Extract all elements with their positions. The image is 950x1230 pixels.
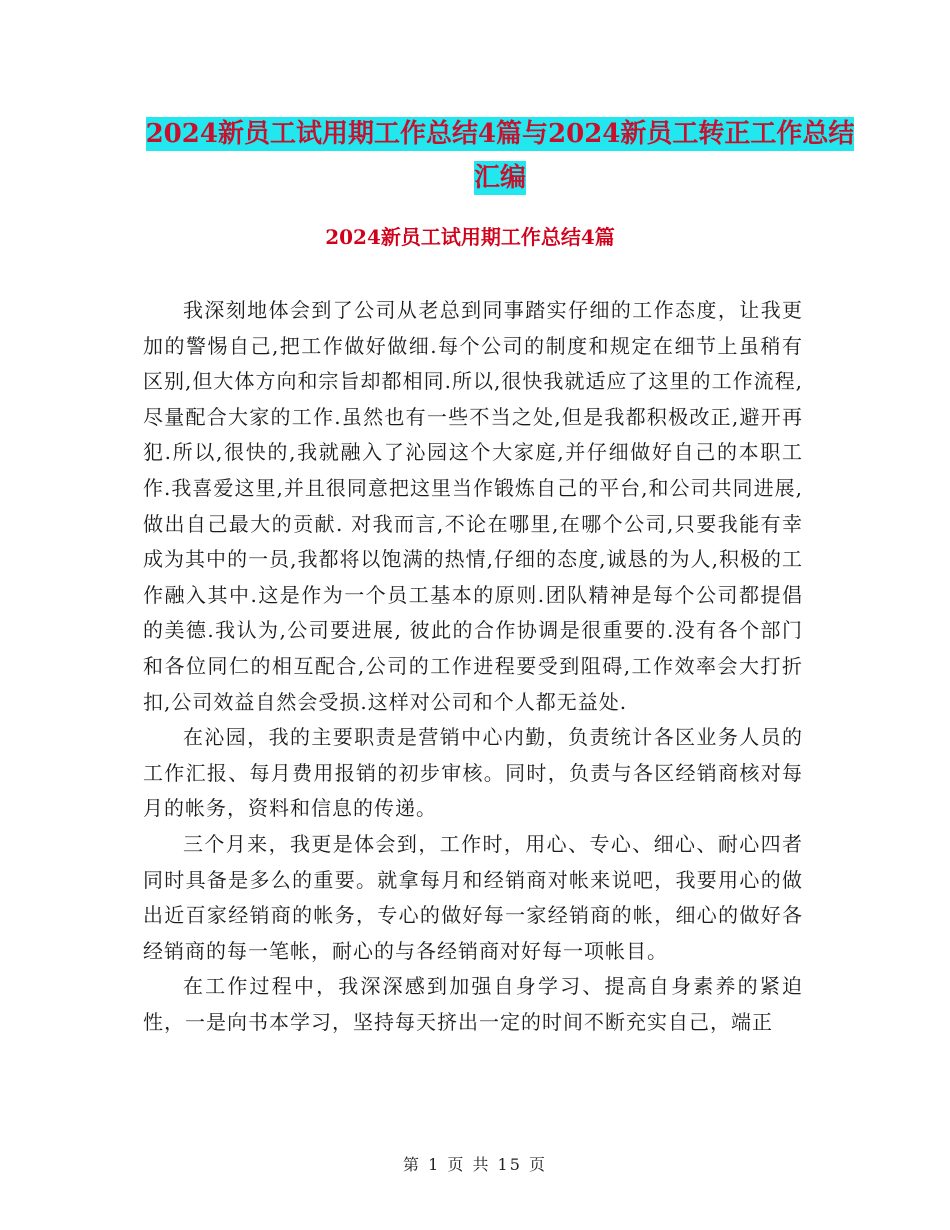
paragraph: 我深刻地体会到了公司从老总到同事踏实仔细的工作态度，让我更加的警惕自己,把工作做好做细.每个公司的制度和规定在细节上虽稍有区别,但大体方向和宗旨却都相同.所以,很快我就适应了这里的工作流程,尽量配合大家的工作.虽然也有一些不当之处,但是我都积极改正,避开再犯.所以,很快的,我就融入了沁园这个大家庭,并仔细做好自己的本职工作.我喜爱这里,并且很同意把这里当作锻炼自己的平台,和公司共同进展,做出自己最大的贡献. 对我而言,不论在哪里,在哪个公司,只要我能有幸成为其中的一员,我都将以饱满的热情,仔细的态度,诚恳的为人,积极的工作融入其中.这是作为一个员工基本的原则.团队精神是每个公司都提倡的美德.我认为,公司要进展, 彼此的合作协调是很重要的.没有各个部门和各位同仁的相互配合,公司的工作进程要受到阻碍,工作效率会大打折扣,公司效益自然会受损.这样对公司和个人都无益处. [143,298,803,714]
paragraph: 三个月来，我更是体会到，工作时，用心、专心、细心、耐心四者同时具备是多么的重要。就拿每月和经销商对帐来说吧，我要用心的做出近百家经销商的帐务，专心的做好每一家经销商的帐，细心的做好各经销商的每一笔帐，耐心的与各经销商对好每一项帐目。 [143,831,803,963]
document-title-text: 2024新员工试用期工作总结4篇与2024新员工转正工作总结汇编 [145,119,855,193]
document-body [143,293,803,1040]
section-title: 2024新员工试用期工作总结4篇 [325,225,615,249]
paragraph: 在工作过程中，我深深感到加强自身学习、提高自身素养的紧迫性，一是向书本学习，坚持每天挤出一定的时间不断充实自己，端正 [143,974,803,1034]
paragraph: 在沁园，我的主要职责是营销中心内勤，负责统计各区业务人员的工作汇报、每月费用报销的初步审核。同时，负责与各区经销商核对每月的帐务，资料和信息的传递。 [143,725,803,821]
document-title [140,112,860,200]
page-number-footer: 第 1 页 共 15 页 [403,1155,547,1174]
